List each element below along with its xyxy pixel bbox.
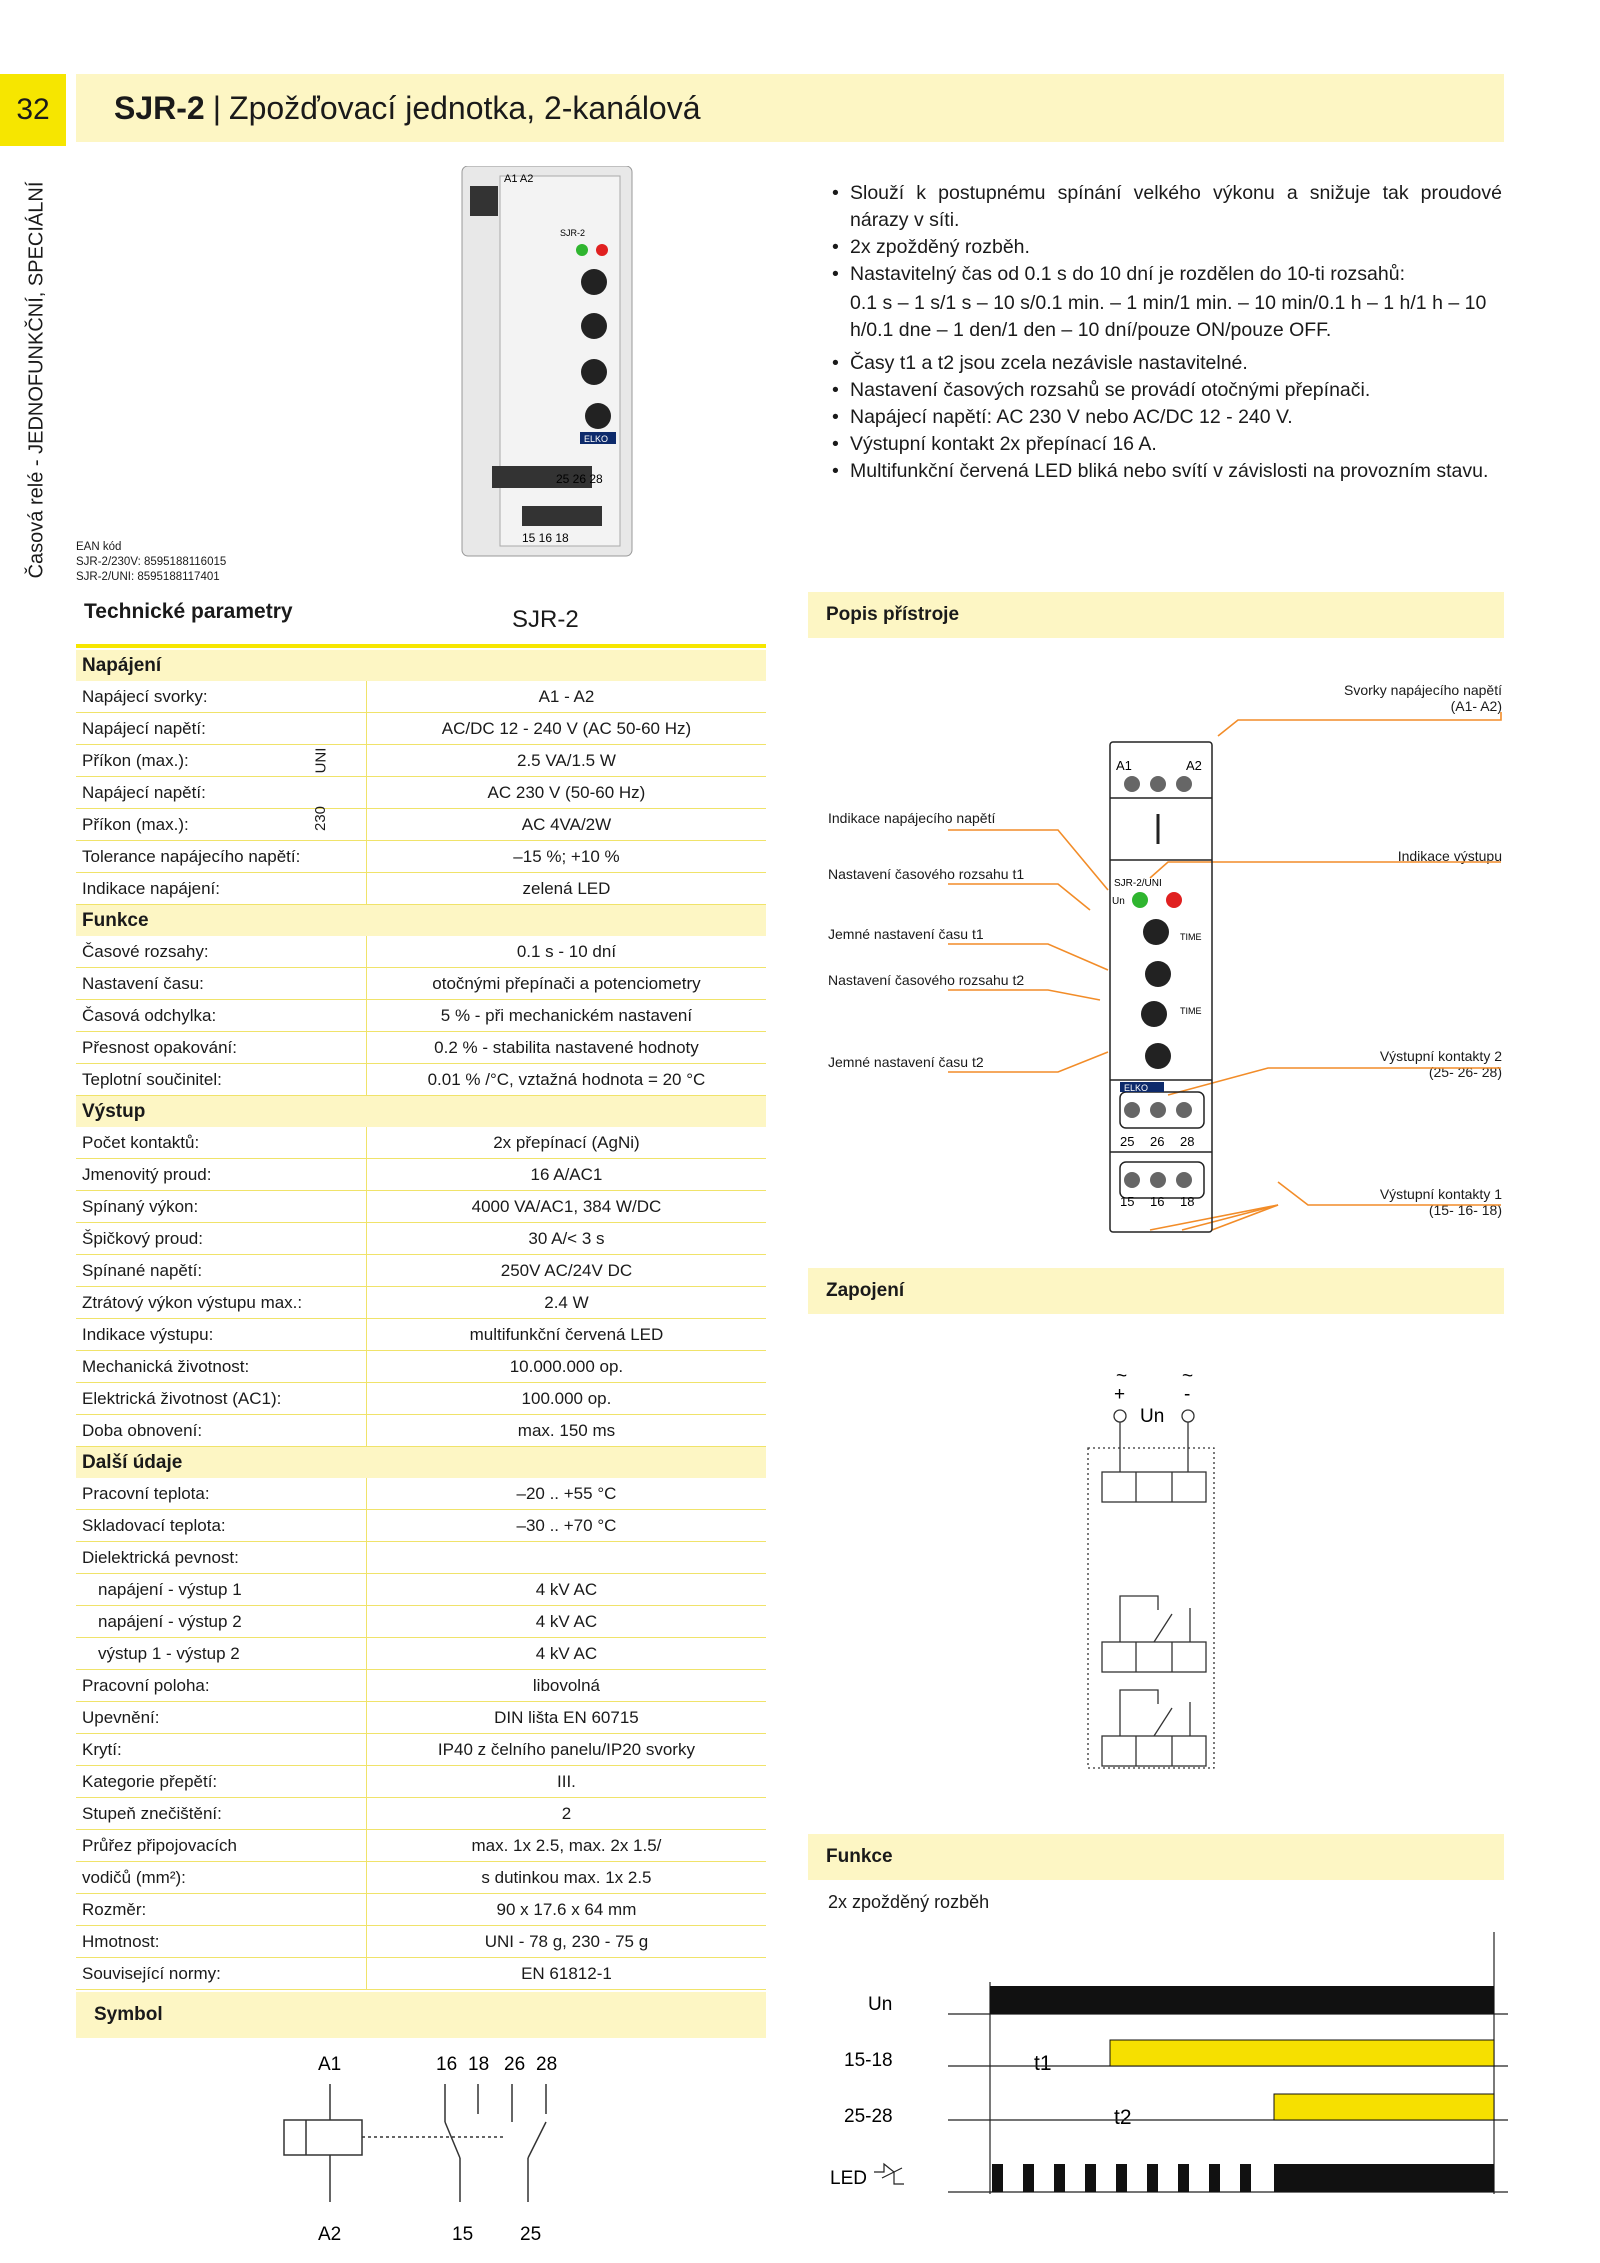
timing-led-pulse	[1116, 2164, 1127, 2192]
tech-label: výstup 1 - výstup 2	[76, 1638, 330, 1670]
tech-group-label: Další údaje	[76, 1447, 766, 1479]
tech-label: Dielektrická pevnost:	[76, 1542, 330, 1574]
tech-spacer	[330, 713, 367, 745]
tech-label: Přesnost opakování:	[76, 1032, 330, 1064]
symbol-a2: A2	[318, 2224, 342, 2245]
tech-row	[76, 1862, 766, 1894]
tech-value: max. 1x 2.5, max. 2x 1.5/	[366, 1830, 766, 1862]
timing-label-led: LED	[830, 2168, 867, 2189]
tech-spacer	[330, 1798, 367, 1830]
tech-row	[76, 1734, 766, 1766]
tech-label: Rozměr:	[76, 1894, 330, 1926]
tech-spacer	[330, 1830, 367, 1862]
feature-item: • Výstupní kontakt 2x přepínací 16 A.	[830, 431, 1502, 458]
symbol-title: Symbol	[94, 2004, 163, 2025]
device-a1: A1	[1116, 758, 1132, 773]
tech-label: Jmenovitý proud:	[76, 1159, 330, 1191]
timing-led-pulse	[992, 2164, 1003, 2192]
timing-led-on	[1274, 2164, 1494, 2192]
callout-fine-t1: Jemné nastavení času t1	[828, 926, 984, 942]
device-brand: ELKO	[1124, 1083, 1149, 1093]
photo-terminals-2: 15 16 18	[522, 531, 569, 545]
tech-value: 5 % - při mechanickém nastavení	[366, 1000, 766, 1032]
tech-value: –30 .. +70 °C	[366, 1510, 766, 1542]
tech-row	[76, 1894, 766, 1926]
tech-row	[76, 1542, 766, 1574]
tech-spacer	[330, 1223, 367, 1255]
zapojeni-title: Zapojení	[826, 1280, 905, 1301]
symbol-diagram	[260, 2040, 600, 2250]
tech-value: max. 150 ms	[366, 1415, 766, 1447]
tech-spacer	[330, 745, 367, 777]
tech-row	[76, 1415, 766, 1447]
tech-row	[76, 1638, 766, 1670]
tech-value: 4000 VA/AC1, 384 W/DC	[366, 1191, 766, 1223]
wiring-tilde-1: ~	[1116, 1366, 1128, 1387]
tech-value: DIN lišta EN 60715	[366, 1702, 766, 1734]
uni-label: UNI	[312, 747, 330, 774]
timing-bar-25-28	[1274, 2094, 1494, 2120]
tech-value: 100.000 op.	[366, 1383, 766, 1415]
tech-value: –15 %; +10 %	[366, 841, 766, 873]
tech-label: Tolerance napájecího napětí:	[76, 841, 330, 873]
tech-row	[76, 1766, 766, 1798]
tech-row	[76, 1798, 766, 1830]
tech-spacer	[330, 1032, 367, 1064]
wiring-diagram	[1080, 1360, 1240, 1790]
timing-led-pulse	[1240, 2164, 1251, 2192]
feature-item: • 2x zpožděný rozběh.	[830, 234, 1502, 261]
tech-label: Napájecí svorky:	[76, 681, 330, 713]
tech-row	[76, 1670, 766, 1702]
tech-row	[76, 1478, 766, 1510]
tech-row	[76, 1159, 766, 1191]
popis-header	[808, 592, 1504, 638]
feature-item: • Multifunkční červená LED bliká nebo svítí v závislosti na provozním stavu.	[830, 458, 1502, 485]
tech-value: 2.5 VA/1.5 W	[366, 745, 766, 777]
timing-diagram	[808, 1924, 1508, 2214]
tech-spacer	[330, 1766, 367, 1798]
tech-row	[76, 745, 766, 777]
tech-label: Mechanická životnost:	[76, 1351, 330, 1383]
tech-label: Příkon (max.):	[76, 745, 330, 777]
callout-supply-indication: Indikace napájecího napětí	[828, 810, 996, 826]
callout-text: Výstupní kontakty 1	[1379, 1186, 1502, 1202]
tech-spacer	[330, 1127, 367, 1159]
ean-title: EAN kód	[76, 541, 122, 553]
tech-row	[76, 968, 766, 1000]
tech-row	[76, 1255, 766, 1287]
tech-row	[76, 681, 766, 713]
tech-label: Skladovací teplota:	[76, 1510, 330, 1542]
tech-value: s dutinkou max. 1x 2.5	[366, 1862, 766, 1894]
tech-label: Indikace výstupu:	[76, 1319, 330, 1351]
tech-spacer	[330, 1159, 367, 1191]
device-26: 26	[1150, 1134, 1165, 1149]
timing-led-pulse	[1085, 2164, 1096, 2192]
device-drawing	[808, 700, 1508, 1240]
tech-value: 16 A/AC1	[366, 1159, 766, 1191]
tech-row	[76, 1064, 766, 1096]
tech-row	[76, 1574, 766, 1606]
tech-value: 4 kV AC	[366, 1606, 766, 1638]
tech-row	[76, 1510, 766, 1542]
tech-spacer	[330, 1894, 367, 1926]
tech-label: Související normy:	[76, 1958, 330, 1990]
symbol-28: 28	[536, 2054, 558, 2075]
tech-label: Krytí:	[76, 1734, 330, 1766]
v230-label: 230	[312, 805, 330, 832]
funkce-subtitle: 2x zpožděný rozběh	[828, 1892, 990, 1912]
tech-spacer	[330, 1734, 367, 1766]
tech-value: III.	[366, 1766, 766, 1798]
photo-top-terminals: A1 A2	[504, 173, 534, 185]
funkce-title: Funkce	[826, 1846, 893, 1867]
device-18: 18	[1180, 1194, 1195, 1209]
timing-led-pulse	[1178, 2164, 1189, 2192]
tech-value: 2	[366, 1798, 766, 1830]
tech-label: Napájecí napětí:	[76, 713, 330, 745]
tech-spacer	[330, 1255, 367, 1287]
tech-label: Ztrátový výkon výstupu max.:	[76, 1287, 330, 1319]
photo-terminals-1: 25 26 28	[556, 472, 603, 486]
tech-row	[76, 1383, 766, 1415]
tech-group-row	[76, 650, 766, 681]
tech-title: Technické parametry	[84, 600, 293, 623]
tech-value: A1 - A2	[366, 681, 766, 713]
tech-value: 0.01 % /°C, vztažná hodnota = 20 °C	[366, 1064, 766, 1096]
product-photo	[452, 166, 642, 566]
symbol-a1: A1	[318, 2054, 342, 2075]
feature-item: • Slouží k postupnému spínání velkého výkonu a snižuje tak proudové nárazy v síti.	[830, 180, 1502, 234]
tech-row	[76, 1223, 766, 1255]
tech-row	[76, 1287, 766, 1319]
ean-block	[76, 540, 226, 585]
tech-value: EN 61812-1	[366, 1958, 766, 1990]
callout-range-t2: Nastavení časového rozsahu t2	[828, 972, 1025, 988]
tech-spacer	[330, 873, 367, 905]
zapojeni-header	[808, 1268, 1504, 1314]
tech-label: Napájecí napětí:	[76, 777, 330, 809]
tech-group-label: Funkce	[76, 905, 766, 937]
tech-row	[76, 1319, 766, 1351]
tech-value: 2.4 W	[366, 1287, 766, 1319]
tech-row	[76, 1958, 766, 1990]
tech-label: Indikace napájení:	[76, 873, 330, 905]
photo-model: SJR-2	[560, 228, 586, 238]
timing-led-pulse	[1209, 2164, 1220, 2192]
header-model: SJR-2	[114, 89, 205, 126]
tech-row	[76, 841, 766, 873]
feature-list	[830, 180, 1502, 485]
timing-led-pulse	[1054, 2164, 1065, 2192]
popis-title: Popis přístroje	[826, 604, 960, 625]
tech-header	[76, 598, 766, 648]
tech-label: Časová odchylka:	[76, 1000, 330, 1032]
feature-item: • Nastavení časových rozsahů se provádí otočnými přepínači.	[830, 377, 1502, 404]
tech-value: AC/DC 12 - 240 V (AC 50-60 Hz)	[366, 713, 766, 745]
tech-spacer	[330, 1191, 367, 1223]
tech-spacer	[330, 1574, 367, 1606]
callout-text: Výstupní kontakty 2	[1379, 1048, 1502, 1064]
wiring-tilde-2: ~	[1182, 1366, 1194, 1387]
header-title: Zpožďovací jednotka, 2-kanálová	[229, 89, 701, 126]
tech-spacer	[330, 681, 367, 713]
tech-model: SJR-2	[512, 606, 579, 633]
tech-value: 30 A/< 3 s	[366, 1223, 766, 1255]
device-16: 16	[1150, 1194, 1165, 1209]
feature-item: • Napájecí napětí: AC 230 V nebo AC/DC 12 - 240 V.	[830, 404, 1502, 431]
timing-led-pulse	[1147, 2164, 1158, 2192]
tech-value: 4 kV AC	[366, 1638, 766, 1670]
device-25: 25	[1120, 1134, 1135, 1149]
timing-t2: t2	[1114, 2106, 1132, 2129]
wiring-minus: -	[1184, 1384, 1191, 1405]
tech-row	[76, 1702, 766, 1734]
tech-value: 10.000.000 op.	[366, 1351, 766, 1383]
tech-label: vodičů (mm²):	[76, 1862, 330, 1894]
device-28: 28	[1180, 1134, 1195, 1149]
tech-spacer	[330, 1000, 367, 1032]
tech-spacer	[330, 1862, 367, 1894]
device-un: Un	[1112, 896, 1125, 907]
page-header	[76, 74, 1504, 142]
callout-text: Svorky napájecího napětí	[1344, 682, 1502, 698]
tech-value: 0.2 % - stabilita nastavené hodnoty	[366, 1032, 766, 1064]
tech-row	[76, 1032, 766, 1064]
tech-spacer	[330, 1415, 367, 1447]
symbol-16: 16	[436, 2054, 458, 2075]
tech-spacer	[330, 1638, 367, 1670]
tech-value: 250V AC/24V DC	[366, 1255, 766, 1287]
callout-subtext: (A1- A2)	[1450, 698, 1502, 714]
symbol-18: 18	[468, 2054, 490, 2075]
ean-row: SJR-2/230V: 8595188116015	[76, 556, 227, 568]
tech-value: 90 x 17.6 x 64 mm	[366, 1894, 766, 1926]
tech-row	[76, 936, 766, 968]
tech-value: 0.1 s - 10 dní	[366, 936, 766, 968]
feature-item: • Nastavitelný čas od 0.1 s do 10 dní je rozdělen do 10-ti rozsahů:	[830, 261, 1502, 288]
timing-led-pulse	[1023, 2164, 1034, 2192]
feature-item: • Časy t1 a t2 jsou zcela nezávisle nastavitelné.	[830, 350, 1502, 377]
symbol-15: 15	[452, 2224, 474, 2245]
tech-row	[76, 1926, 766, 1958]
tech-spacer	[330, 1702, 367, 1734]
tech-row	[76, 713, 766, 745]
symbol-header	[76, 1992, 766, 2038]
tech-group-row	[76, 1447, 766, 1479]
tech-label: Upevnění:	[76, 1702, 330, 1734]
tech-spacer	[330, 1478, 367, 1510]
tech-label: Průřez připojovacích	[76, 1830, 330, 1862]
tech-value: 4 kV AC	[366, 1574, 766, 1606]
tech-label: Stupeň znečištění:	[76, 1798, 330, 1830]
tech-row	[76, 1127, 766, 1159]
tech-row	[76, 809, 766, 841]
device-model: SJR-2/UNI	[1114, 878, 1162, 889]
tech-value: libovolná	[366, 1670, 766, 1702]
tech-spacer	[330, 841, 367, 873]
wiring-un: Un	[1140, 1406, 1165, 1427]
tech-spacer	[330, 1670, 367, 1702]
tech-spacer	[330, 1958, 367, 1990]
tech-row	[76, 1000, 766, 1032]
tech-spacer	[330, 777, 367, 809]
timing-t1: t1	[1034, 2052, 1052, 2075]
ean-row: SJR-2/UNI: 8595188117401	[76, 571, 220, 583]
tech-group-label: Výstup	[76, 1096, 766, 1128]
tech-table	[76, 650, 766, 1990]
tech-group-row	[76, 905, 766, 937]
tech-value	[366, 1542, 766, 1574]
tech-label: Kategorie přepětí:	[76, 1766, 330, 1798]
tech-spacer	[330, 1510, 367, 1542]
timing-bar-un	[990, 1986, 1494, 2014]
timing-label-25-28: 25-28	[844, 2106, 893, 2127]
callout-subtext: (25- 26- 28)	[1428, 1064, 1502, 1080]
callout-output-indication: Indikace výstupu	[1397, 848, 1502, 864]
time-ranges: 0.1 s – 1 s/1 s – 10 s/0.1 min. – 1 min/1 min. – 10 min/0.1 h – 1 h/1 h – 10 h/0.1 dne – 1 den/1 den – 10 dní/pouze ON/pouze OFF.	[850, 292, 1487, 341]
tech-spacer	[330, 1926, 367, 1958]
tech-spacer	[330, 1351, 367, 1383]
tech-value: UNI - 78 g, 230 - 75 g	[366, 1926, 766, 1958]
tech-value: –20 .. +55 °C	[366, 1478, 766, 1510]
tech-spacer	[330, 809, 367, 841]
tech-row	[76, 873, 766, 905]
tech-label: Příkon (max.):	[76, 809, 330, 841]
tech-value: multifunkční červená LED	[366, 1319, 766, 1351]
tech-row	[76, 777, 766, 809]
tech-label: Spínaný výkon:	[76, 1191, 330, 1223]
funkce-header	[808, 1834, 1504, 1880]
tech-spacer	[330, 1542, 367, 1574]
tech-label: Špičkový proud:	[76, 1223, 330, 1255]
tech-label: Nastavení času:	[76, 968, 330, 1000]
tech-group-label: Napájení	[76, 650, 766, 681]
tech-value: AC 4VA/2W	[366, 809, 766, 841]
tech-label: Počet kontaktů:	[76, 1127, 330, 1159]
callout-subtext: (15- 16- 18)	[1428, 1202, 1502, 1218]
tech-spacer	[330, 1064, 367, 1096]
tech-value: 2x přepínací (AgNi)	[366, 1127, 766, 1159]
symbol-25: 25	[520, 2224, 542, 2245]
tech-row	[76, 1606, 766, 1638]
tech-label: Teplotní součinitel:	[76, 1064, 330, 1096]
tech-label: Pracovní teplota:	[76, 1478, 330, 1510]
tech-row	[76, 1830, 766, 1862]
tech-value: IP40 z čelního panelu/IP20 svorky	[366, 1734, 766, 1766]
timing-label-15-18: 15-18	[844, 2050, 893, 2071]
tech-label: napájení - výstup 2	[76, 1606, 330, 1638]
tech-label: Hmotnost:	[76, 1926, 330, 1958]
tech-value: AC 230 V (50-60 Hz)	[366, 777, 766, 809]
timing-label-un: Un	[868, 1994, 893, 2015]
tech-spacer	[330, 1319, 367, 1351]
tech-label: Doba obnovení:	[76, 1415, 330, 1447]
device-time-2: TIME	[1180, 1006, 1202, 1016]
device-time-1: TIME	[1180, 932, 1202, 942]
tech-label: Časové rozsahy:	[76, 936, 330, 968]
device-15: 15	[1120, 1194, 1135, 1209]
tech-row	[76, 1351, 766, 1383]
tech-spacer	[330, 1287, 367, 1319]
tech-label: Spínané napětí:	[76, 1255, 330, 1287]
tech-label: Pracovní poloha:	[76, 1670, 330, 1702]
tech-group-row	[76, 1096, 766, 1128]
callout-range-t1: Nastavení časového rozsahu t1	[828, 866, 1025, 882]
tech-value: otočnými přepínači a potenciometry	[366, 968, 766, 1000]
tech-spacer	[330, 1383, 367, 1415]
tech-row	[76, 1191, 766, 1223]
tech-spacer	[330, 936, 367, 968]
symbol-26: 26	[504, 2054, 526, 2075]
tech-label: napájení - výstup 1	[76, 1574, 330, 1606]
timing-bar-15-18	[1110, 2040, 1494, 2066]
callout-fine-t2: Jemné nastavení času t2	[828, 1054, 984, 1070]
page-number: 32	[0, 74, 66, 146]
wiring-plus: +	[1114, 1384, 1126, 1405]
tech-value: zelená LED	[366, 873, 766, 905]
tech-label: Elektrická životnost (AC1):	[76, 1383, 330, 1415]
sidebar	[22, 160, 52, 600]
photo-brand: ELKO	[584, 434, 609, 444]
header-separator: |	[212, 89, 222, 126]
sidebar-text: Časová relé - JEDNOFUNKČNÍ, SPECIÁLNÍ	[25, 181, 48, 579]
tech-spacer	[330, 1606, 367, 1638]
device-a2: A2	[1186, 758, 1202, 773]
tech-spacer	[330, 968, 367, 1000]
